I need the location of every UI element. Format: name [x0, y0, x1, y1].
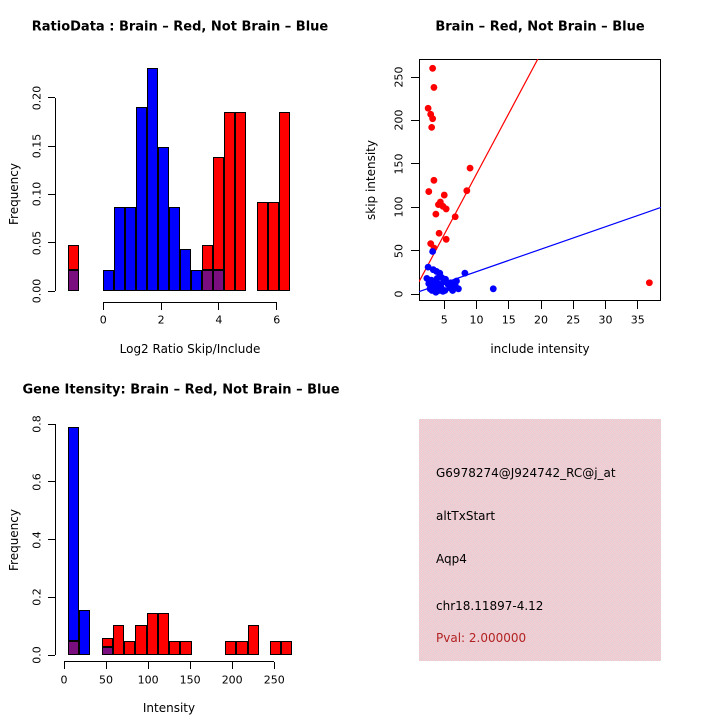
x-tick-label: 50 [99, 673, 114, 687]
scatter-x-tick-label: 35 [630, 313, 645, 327]
y-tick [48, 242, 55, 243]
data-point-brain [463, 187, 470, 194]
hist-bar-blue [125, 207, 136, 291]
gene-name-text: Aqp4 [436, 552, 467, 566]
x-tick-label: 0 [60, 673, 68, 687]
data-point-not_brain [429, 248, 436, 255]
x-tick-label: 100 [137, 673, 159, 687]
hist-bar-red [102, 638, 113, 647]
y-tick [48, 146, 55, 147]
hist-bar-blue [136, 107, 147, 291]
gene-hist-ylabel: Frequency [7, 509, 21, 571]
x-axis-line [64, 661, 274, 662]
scatter-y-tick-label: 50 [392, 243, 406, 258]
event-type-text: altTxStart [436, 509, 496, 523]
y-tick [48, 424, 55, 425]
scatter-y-tick-label: 250 [392, 66, 406, 88]
y-tick [48, 291, 55, 292]
hist-bar-red [235, 112, 246, 291]
hist-bar-red [268, 202, 279, 291]
hist-bar-purple [68, 270, 79, 291]
gene-hist-title: Gene Itensity: Brain – Red, Not Brain – Blue [22, 382, 340, 398]
hist-bar-purple [213, 270, 224, 291]
scatter-title: Brain – Red, Not Brain – Blue [435, 19, 645, 35]
x-tick-label: 0 [99, 313, 107, 327]
x-axis-line [103, 302, 276, 303]
x-tick [276, 303, 277, 310]
hist-bar-red [202, 245, 213, 270]
data-point-brain [443, 236, 450, 243]
y-tick [48, 481, 55, 482]
hist-bar-red [213, 157, 224, 270]
data-point-not_brain [461, 270, 468, 277]
scatter-y-tick-label: 100 [392, 196, 406, 218]
data-point-brain [646, 279, 653, 286]
y-tick-label: 0.15 [30, 133, 44, 159]
y-tick [48, 194, 55, 195]
scatter-y-tick [411, 207, 419, 208]
hist-bar-red [225, 641, 236, 655]
scatter-y-tick [411, 120, 419, 121]
hist-bar-blue [147, 68, 158, 291]
data-point-brain [436, 230, 443, 237]
x-tick-label: 200 [221, 673, 243, 687]
scatter-y-tick [411, 294, 419, 295]
data-point-brain [431, 84, 438, 91]
hist-bar-red [257, 202, 268, 291]
scatter-x-tick-label: 25 [566, 313, 581, 327]
scatter-x-tick-label: 10 [469, 313, 484, 327]
y-tick [48, 539, 55, 540]
location-text: chr18.11897-4.12 [436, 598, 544, 613]
y-tick-label: 0.20 [30, 85, 44, 111]
scatter-y-tick-label: 200 [392, 109, 406, 131]
scatter-x-tick [573, 301, 574, 309]
x-tick-label: 250 [263, 673, 285, 687]
data-point-brain [425, 105, 432, 112]
data-point-brain [432, 211, 439, 218]
gene-hist-xlabel: Intensity [142, 701, 196, 715]
hist-bar-purple [68, 641, 79, 655]
ratio-hist-title: RatioData : Brain – Red, Not Brain – Blue [31, 19, 329, 35]
x-tick [232, 662, 233, 669]
hist-bar-red [113, 625, 124, 655]
x-tick-label: 4 [215, 313, 223, 327]
hist-bar-red [270, 641, 281, 655]
x-tick [103, 303, 104, 310]
hist-bar-blue [180, 249, 191, 291]
hist-bar-red [279, 112, 290, 291]
data-point-brain [441, 192, 448, 199]
scatter-x-tick [476, 301, 477, 309]
scatter-y-tick-label: 0 [392, 290, 406, 298]
hist-bar-blue [158, 147, 169, 291]
data-point-brain [429, 115, 436, 122]
scatter-y-tick [411, 163, 419, 164]
hist-bar-red [147, 613, 158, 655]
scatter-x-tick [508, 301, 509, 309]
scatter-x-tick [637, 301, 638, 309]
scatter-y-tick [411, 250, 419, 251]
scatter-x-tick-label: 15 [501, 313, 516, 327]
hist-bar-blue [191, 270, 202, 291]
x-tick-label: 2 [157, 313, 165, 327]
x-tick-label: 6 [273, 313, 281, 327]
scatter-xlabel: include intensity [490, 342, 590, 356]
hist-bar-red [180, 641, 191, 655]
hist-bar-blue [114, 207, 125, 291]
y-tick-label: 0.10 [30, 182, 44, 207]
y-tick-label: 0.05 [30, 230, 44, 255]
x-tick-label: 150 [179, 673, 201, 687]
data-point-brain [443, 206, 450, 213]
x-tick [106, 662, 107, 669]
hist-bar-red [248, 625, 259, 655]
data-point-not_brain [490, 285, 497, 292]
data-point-not_brain [455, 285, 462, 292]
y-tick-label: 0.00 [30, 278, 44, 304]
data-point-not_brain [440, 288, 447, 295]
hist-bar-red [158, 613, 169, 655]
data-point-brain [429, 65, 436, 72]
hist-bar-blue [103, 270, 114, 291]
scatter-y-tick [411, 77, 419, 78]
data-point-brain [467, 165, 474, 172]
data-point-not_brain [432, 289, 439, 296]
hist-bar-blue [169, 207, 180, 291]
data-point-not_brain [449, 287, 456, 294]
ratio-hist-xlabel: Log2 Ratio Skip/Include [119, 342, 261, 356]
scatter-ylabel: skip intensity [364, 140, 378, 220]
x-tick [274, 662, 275, 669]
y-tick-label: 0.2 [30, 588, 44, 606]
data-point-brain [431, 177, 438, 184]
hist-bar-red [68, 245, 79, 270]
hist-bar-purple [102, 647, 113, 655]
hist-bar-red [169, 641, 180, 655]
data-point-brain [425, 188, 432, 195]
y-tick-label: 0.6 [30, 473, 44, 491]
y-tick-label: 0.0 [30, 646, 44, 664]
pval-text: Pval: 2.000000 [436, 630, 527, 645]
y-tick [48, 655, 55, 656]
scatter-x-tick [541, 301, 542, 309]
ratio-hist-ylabel: Frequency [7, 163, 21, 225]
hist-bar-red [281, 641, 292, 655]
hist-bar-blue [79, 610, 90, 655]
scatter-canvas [419, 59, 661, 301]
scatter-y-tick-label: 150 [392, 153, 406, 175]
hist-bar-red [135, 625, 146, 655]
y-tick [48, 597, 55, 598]
x-tick [148, 662, 149, 669]
x-tick [161, 303, 162, 310]
scatter-x-tick [444, 301, 445, 309]
y-tick [48, 97, 55, 98]
y-tick-label: 0.4 [30, 530, 44, 549]
scatter-x-tick-label: 20 [534, 313, 548, 327]
data-point-brain [452, 213, 459, 220]
x-tick [218, 303, 219, 310]
y-tick-label: 0.8 [30, 415, 44, 433]
hist-bar-purple [202, 270, 213, 291]
hist-bar-red [236, 641, 247, 655]
gene-info-panel [419, 419, 661, 661]
x-tick [190, 662, 191, 669]
x-tick [64, 662, 65, 669]
probe-id-text: G6978274@J924742_RC@j_at [436, 465, 616, 480]
data-point-brain [428, 124, 435, 131]
scatter-x-tick [605, 301, 606, 309]
hist-bar-red [224, 112, 235, 291]
hist-bar-red [124, 641, 135, 655]
scatter-x-tick-label: 5 [440, 313, 448, 327]
hist-bar-blue [68, 427, 79, 641]
scatter-x-tick-label: 30 [598, 313, 613, 327]
